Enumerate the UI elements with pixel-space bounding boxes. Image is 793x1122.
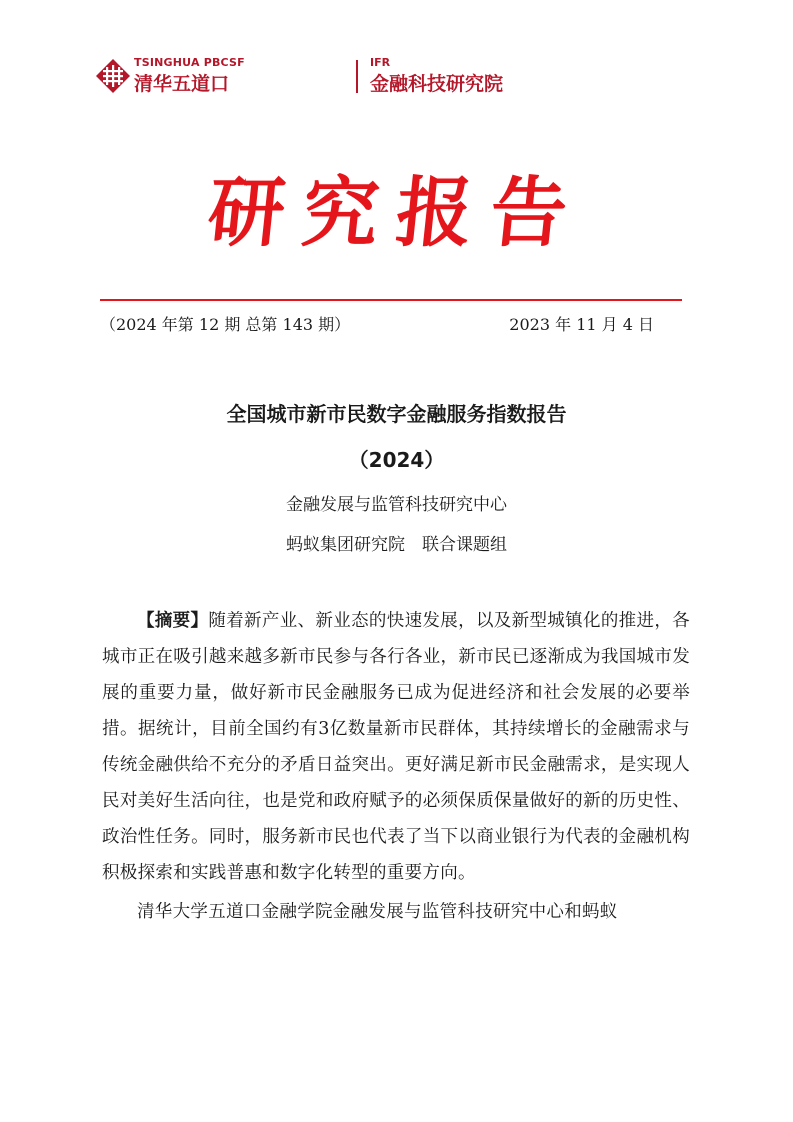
document-title: 全国城市新市民数字金融服务指数报告 xyxy=(226,402,567,426)
logo-divider xyxy=(356,60,358,93)
logo-english-name: TSINGHUA PBCSF xyxy=(134,56,245,69)
report-banner-title: 研究报告 xyxy=(203,168,590,257)
abstract-paragraph xyxy=(102,603,690,891)
author-line: 金融发展与监管科技研究中心 xyxy=(286,495,507,515)
header-divider xyxy=(100,299,682,301)
ifr-english-name: IFR xyxy=(370,56,391,69)
issue-number: （2024 年第 12 期 总第 143 期） xyxy=(100,315,351,334)
author-line: 蚂蚁集团研究院 联合课题组 xyxy=(286,535,507,555)
abstract-label: 【摘要】 xyxy=(137,611,209,631)
abstract-section xyxy=(102,603,690,930)
issue-date: 2023 年 11 月 4 日 xyxy=(509,315,654,334)
abstract-text: 随着新产业、新业态的快速发展，以及新型城镇化的推进，各城市正在吸引越来越多新市民参与各行各业，新市民已逐渐成为我国城市发展的重要力量，做好新市民金融服务已成为促进经济和社会发展的必要举措。据统计，目前全国约有3亿数量新市民群体，其持续增长的金融需求与传统金融供给不充分的矛盾日益突出。更好满足新市民金融需求，是实现人民对美好生活向往，也是党和政府赋予的必须保质保量做好的新的历史性、政治性任务。同时，服务新市民也代表了当下以商业银行为代表的金融机构积极探索和实践普惠和数字化转型的重要方向。 xyxy=(102,611,690,883)
logo-chinese-name: 清华五道口 xyxy=(134,73,230,95)
document-year: （2024） xyxy=(348,448,445,472)
abstract-continuation: 清华大学五道口金融学院金融发展与监管科技研究中心和蚂蚁 xyxy=(137,902,618,922)
pbcsf-emblem-icon xyxy=(94,57,132,95)
ifr-chinese-name: 金融科技研究院 xyxy=(370,73,504,95)
